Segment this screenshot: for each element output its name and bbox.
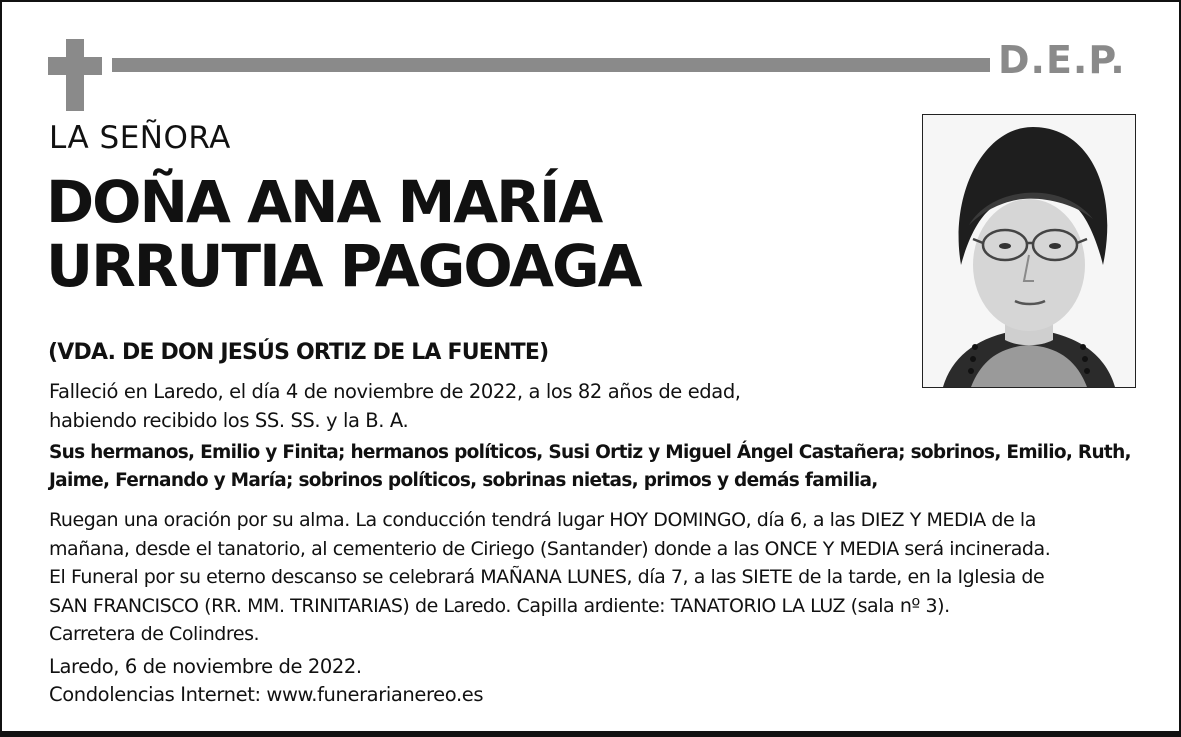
ceremony-line1: Ruegan una oración por su alma. La conducción tendrá lugar HOY DOMINGO, día 6, a las DIEZ Y MEDIA de la: [49, 509, 1036, 531]
dep-label: D.E.P.: [998, 38, 1126, 82]
footer: [49, 653, 483, 709]
portrait-image: [923, 115, 1135, 387]
death-info: [49, 377, 909, 435]
bottom-border: [2, 731, 1181, 737]
condolences-link[interactable]: Condolencias Internet: www.funerarianereo.es: [49, 683, 484, 706]
widow-of: (VDA. DE DON JESÚS ORTIZ DE LA FUENTE): [48, 340, 549, 365]
family-line1: Sus hermanos, Emilio y Finita; hermanos políticos, Susi Ortiz y Miguel Ángel Castañera; sobrinos, Emilio, Ruth,: [49, 442, 1131, 463]
ceremony-line5: Carretera de Colindres.: [49, 623, 260, 645]
deceased-name: [46, 170, 641, 298]
ceremony-details: [49, 506, 1169, 649]
ceremony-line3: El Funeral por su eterno descanso se celebrará MAÑANA LUNES, día 7, a las SIETE de la tarde, en la Iglesia de: [49, 566, 1045, 588]
death-info-line2: habiendo recibido los SS. SS. y la B. A.: [49, 409, 409, 432]
portrait-photo: [922, 114, 1136, 388]
deceased-title: LA SEÑORA: [49, 120, 231, 156]
place-date: Laredo, 6 de noviembre de 2022.: [49, 655, 362, 678]
family-line2: Jaime, Fernando y María; sobrinos políticos, sobrinas nietas, primos y demás familia,: [49, 470, 878, 491]
cross-icon: [48, 39, 102, 111]
header-rule: [112, 58, 990, 72]
family-list: [49, 439, 1159, 495]
deceased-name-line1: DOÑA ANA MARÍA: [46, 168, 602, 236]
deceased-name-line2: URRUTIA PAGOAGA: [46, 232, 641, 300]
ceremony-line4: SAN FRANCISCO (RR. MM. TRINITARIAS) de Laredo. Capilla ardiente: TANATORIO LA LUZ (sala nº 3).: [49, 594, 950, 617]
ceremony-line2: mañana, desde el tanatorio, al cementerio de Ciriego (Santander) donde a las ONCE Y MEDIA será incinerada.: [49, 537, 1051, 560]
death-info-line1: Falleció en Laredo, el día 4 de noviembre de 2022, a los 82 años de edad,: [49, 380, 741, 403]
